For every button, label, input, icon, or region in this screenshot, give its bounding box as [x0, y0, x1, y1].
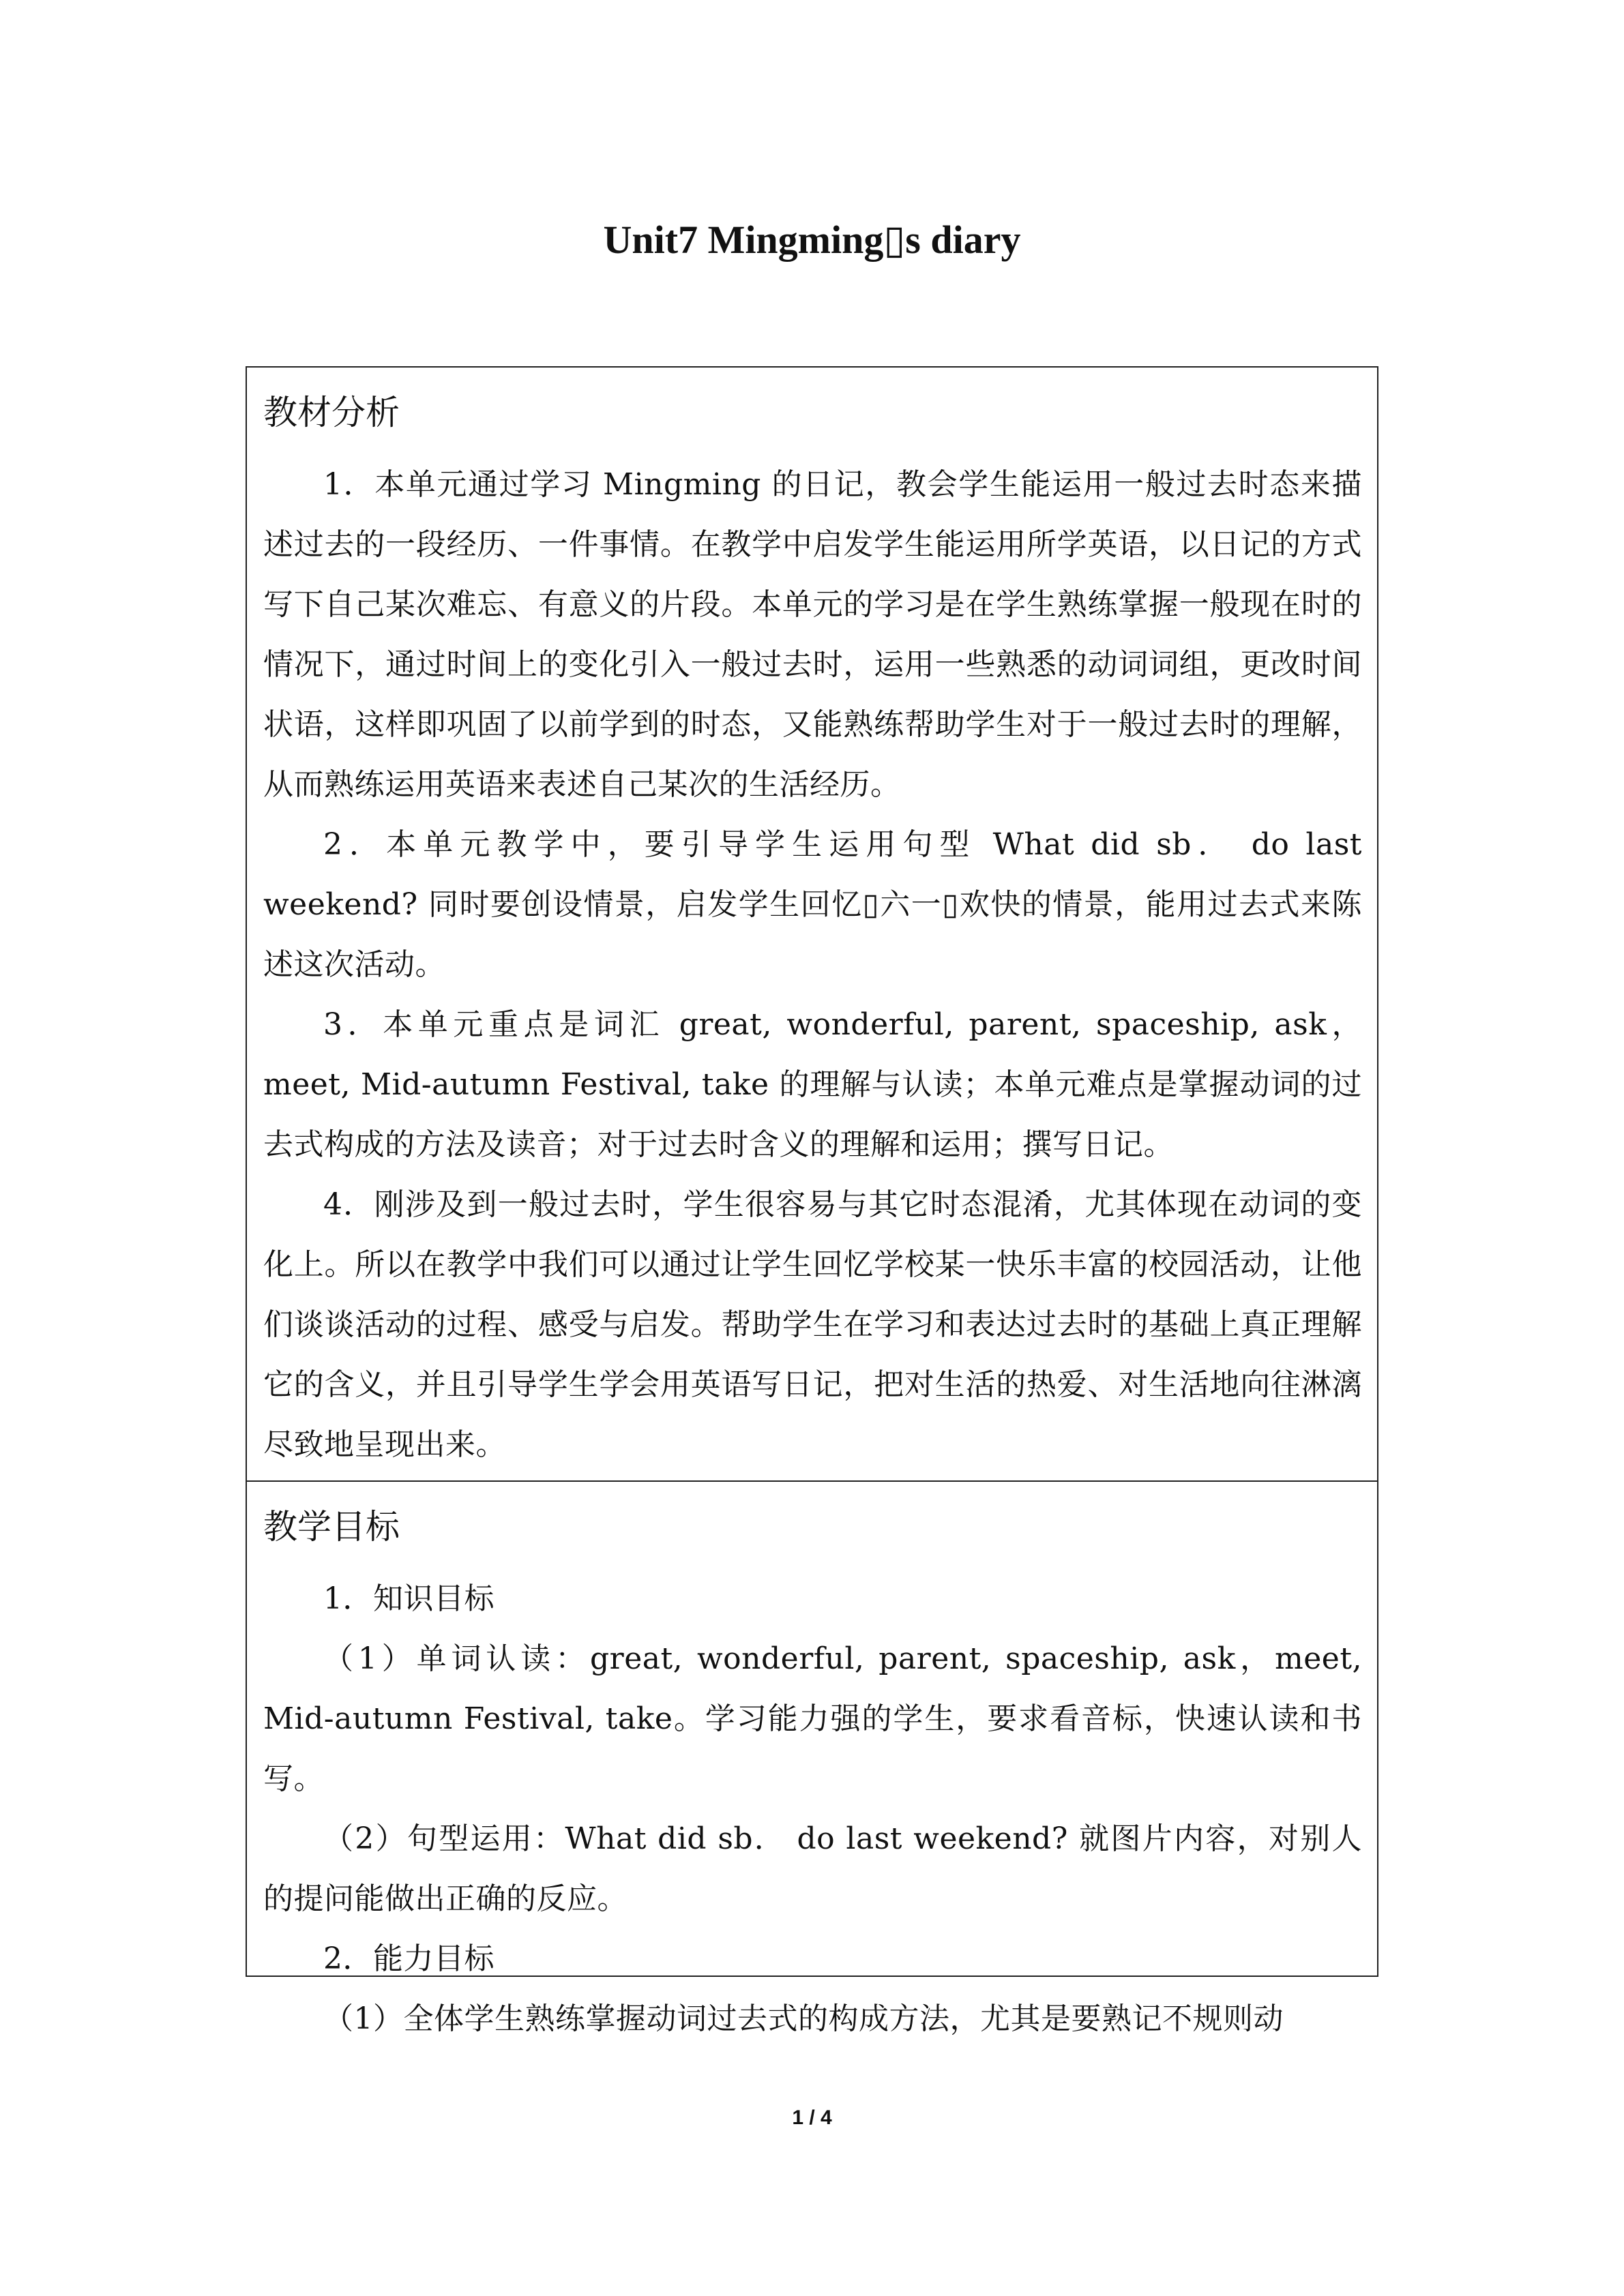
section-heading-teaching-goals: 教学目标 [263, 1507, 400, 1547]
analysis-paragraph-4: 4．刚涉及到一般过去时，学生很容易与其它时态混淆，尤其体现在动词的变化上。所以在教学中我们可以通过让学生回忆学校某一快乐丰富的校园活动，让他们谈谈活动的过程、感受与启发。帮助学生在学习和表达过去时的基础上真正理解它的含义，并且引导学生学会用英语写日记，把对生活的热爱、对生活地向往淋漓尽致地呈现出来。 [263, 1187, 1362, 1462]
analysis-paragraph-2: 2．本单元教学中，要引导学生运用句型 What did sb． do last weekend? 同时要创设情景，启发学生回忆▯六一▯欢快的情景，能用过去式来陈述这次活动。 [263, 827, 1362, 982]
goals-ability-heading: 2．能力目标 [323, 1941, 494, 1976]
goals-knowledge-heading: 1．知识目标 [323, 1581, 494, 1616]
section-heading-textbook-analysis: 教材分析 [263, 393, 400, 432]
analysis-paragraph-3: 3．本单元重点是词汇 great, wonderful, parent, spaceship, ask，meet, Mid-autumn Festival, take 的理解与认读；本单元难点是掌握动词的过去式构成的方法及读音；对于过去时含义的理解和运用；撰写日记。 [263, 1007, 1362, 1162]
document-title: Unit7 Mingming▯s diary [603, 218, 1021, 262]
teaching-goals-cell [246, 1481, 1378, 2036]
teaching-goals-content [263, 1500, 1362, 2036]
goals-ability-item-1: （1）全体学生熟练掌握动词过去式的构成方法，尤其是要熟记不规则动 [323, 2001, 1284, 2036]
table-row [246, 367, 1378, 1481]
page-number: 1 / 4 [792, 2106, 832, 2129]
lesson-plan-table [246, 366, 1378, 2036]
analysis-paragraph-1: 1．本单元通过学习 Mingming 的日记，教会学生能运用一般过去时态来描述过去的一段经历、一件事情。在教学中启发学生能运用所学英语，以日记的方式写下自己某次难忘、有意义的片段。本单元的学习是在学生熟练掌握一般现在时的情况下，通过时间上的变化引入一般过去时，运用一些熟悉的动词词组，更改时间状语，这样即巩固了以前学到的时态，又能熟练帮助学生对于一般过去时的理解，从而熟练运用英语来表述自己某次的生活经历。 [263, 467, 1362, 802]
table-row [246, 1481, 1378, 1976]
goals-vocabulary-item: （1）单词认读：great, wonderful, parent, spaceship, ask，meet, Mid-autumn Festival, take。学习能力强的学生，要求看音标，快速认读和书写。 [263, 1641, 1362, 1796]
textbook-analysis-cell [246, 367, 1378, 1481]
goals-sentence-pattern-item: （2）句型运用：What did sb． do last weekend? 就图片内容，对别人的提问能做出正确的反应。 [263, 1821, 1362, 1916]
